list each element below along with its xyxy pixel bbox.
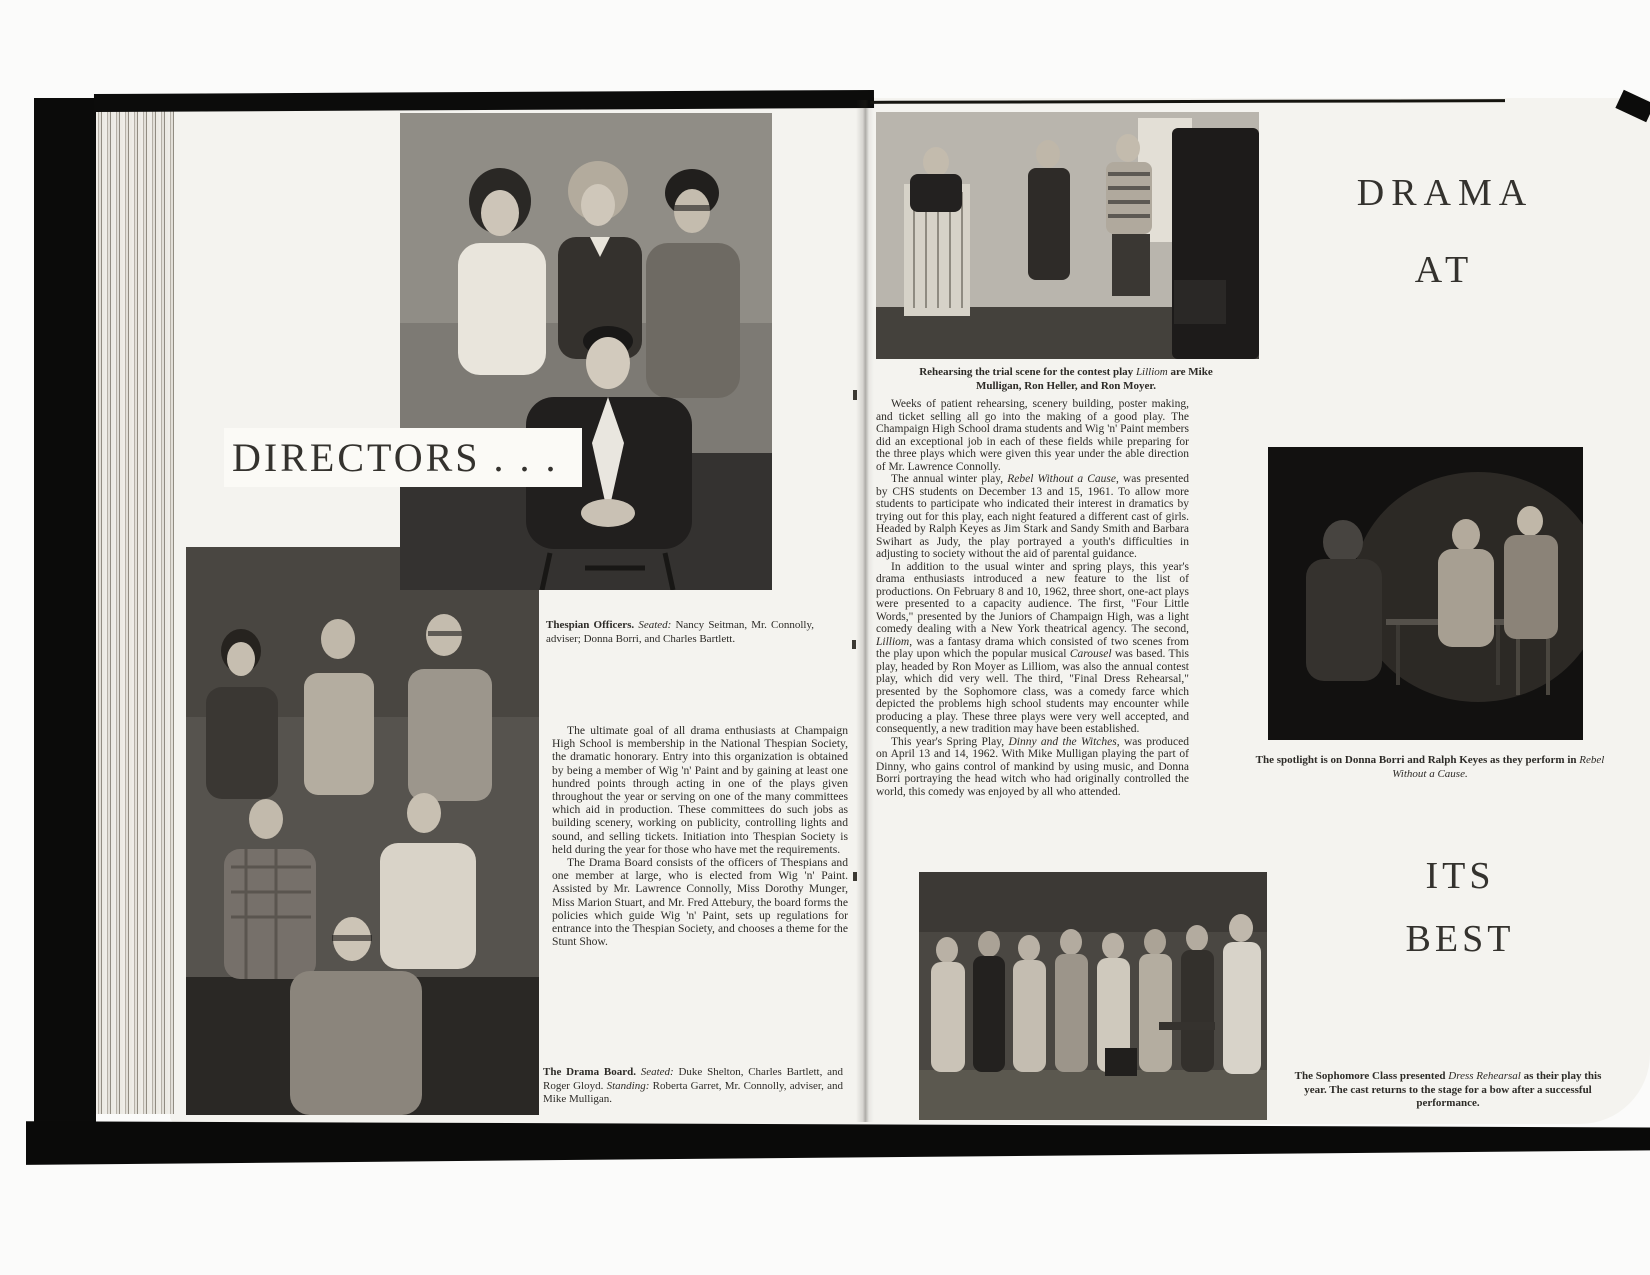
heading-line: DRAMA (1356, 172, 1534, 214)
paragraph: The annual winter play, Rebel Without a Cause, was presented by CHS students on December 13 and 15, 1961. To allow more students to participate who indicated their interest in dramatics by trying out for this play, each night featured a different cast of girls. Headed by Ralph Keyes as Jim Stark and Sandy Smith and Barbara Swihart as Judy, the play portrayed a youth's difficulties in adjusting to society without the aid of parental guidance. (876, 473, 1189, 560)
thespian-officers-photo (400, 113, 772, 590)
heading-line: AT (1414, 249, 1476, 291)
page-stack-edge (96, 100, 174, 1114)
photo-art (1268, 447, 1583, 740)
drama-board-caption: The Drama Board. Seated: Duke Shelton, Charles Bartlett, and Roger Gloyd. Standing: Roberta Garret, Mr. Connolly, adviser, and Mike Mulligan. (543, 1066, 843, 1105)
right-page-body-text (876, 398, 1189, 798)
photo-art (186, 547, 539, 1115)
paragraph: The ultimate goal of all drama enthusiasts at Champaign High School is membership in the National Thespian Society, the dramatic honorary. Entry into this organization is obtained by being a member of Wig 'n' Paint and by gaining at least one hundred points through acting in one of the plays given throughout the year or serving on one of the many committees which aid in production. These committees do such jobs as building scenery, working on publicity, controlling lights and sound, and selling tickets. Initiation into Thespian Society is held during the year for those who have met the requirements. (552, 724, 848, 856)
trial-scene-photo (876, 112, 1259, 359)
directors-heading-band (224, 428, 582, 487)
book-cover-left-edge (34, 98, 96, 1148)
directors-heading: DIRECTORS . . . (232, 435, 559, 480)
scan-speck (853, 390, 857, 400)
scan-speck (853, 872, 857, 881)
heading-line: ITS (1425, 855, 1495, 897)
thespian-caption: Thespian Officers. Seated: Nancy Seitman, Mr. Connolly, adviser; Donna Borri, and Charles Bartlett. (546, 619, 814, 645)
paragraph: The Drama Board consists of the officers of Thespians and one member at large, who is elected from Wig 'n' Paint. Assisted by Mr. Lawrence Connolly, Miss Dorothy Munger, Miss Marion Stuart, and Mr. Fred Attebury, the board forms the policies which guide Wig 'n' Paint, sets up regulations for entrance into the Thespian Society, and chooses a theme for the Stunt Show. (552, 856, 848, 949)
photo-art (876, 112, 1259, 359)
book-gutter-shadow (856, 100, 874, 1122)
paragraph: This year's Spring Play, Dinny and the Witches, was produced on April 13 and 14, 1962. With Mike Mulligan playing the part of Dinny, who gains control of mankind by using music, and Donna Borri portraying the head witch who had originally controlled the world, this comedy was enjoyed by all who attended. (876, 735, 1189, 798)
curtain-call-photo (919, 872, 1267, 1120)
heading-line: BEST (1405, 918, 1515, 960)
curtain-call-caption: The Sophomore Class presented Dress Rehearsal as their play this year. The cast returns to the stage for a bow after a successful performance. (1294, 1070, 1602, 1109)
paragraph: In addition to the usual winter and spring plays, this year's drama enthusiasts introduced a new feature to the list of productions. On February 8 and 10, 1962, three short, one-act plays were presented to a capacity audience. The first, "Four Little Words," presented by the Juniors of Champaign High, was a light comedy dealing with a New York theatrical agency. The second, Lilliom, was a fantasy drama which consisted of two scenes from the play upon which the popular musical Carousel was based. This play, headed by Ron Moyer as Lilliom, was also the annual contest play, which did very well. The third, "Final Dress Rehearsal," presented by the Sophomore class, was a comedy farce which depicted the problems high school students may encounter while producing a play. These three plays were very well accepted, and consequently, a new tradition may have been established. (876, 560, 1189, 735)
spotlight-caption: The spotlight is on Donna Borri and Ralph Keyes as they perform in Rebel Without a Cause. (1255, 754, 1605, 780)
photo-art (919, 872, 1267, 1120)
spotlight-scene-photo (1268, 447, 1583, 740)
photo-art (400, 113, 772, 590)
left-page-body-text (552, 724, 848, 948)
paragraph: Weeks of patient rehearsing, scenery building, poster making, and ticket selling all go into the making of a good play. The Champaign High School drama students and Wig 'n' Paint members did an exceptional job in each of these fields while preparing for the three plays which were given this year under the able direction of Mr. Lawrence Connolly. (876, 398, 1189, 473)
drama-board-photo (186, 547, 539, 1115)
scan-speck (852, 640, 856, 649)
trial-caption: Rehearsing the trial scene for the contest play Lilliom are Mike Mulligan, Ron Heller, and Ron Moyer. (919, 366, 1213, 392)
its-best-heading (1370, 845, 1550, 971)
drama-at-heading (1295, 155, 1595, 309)
